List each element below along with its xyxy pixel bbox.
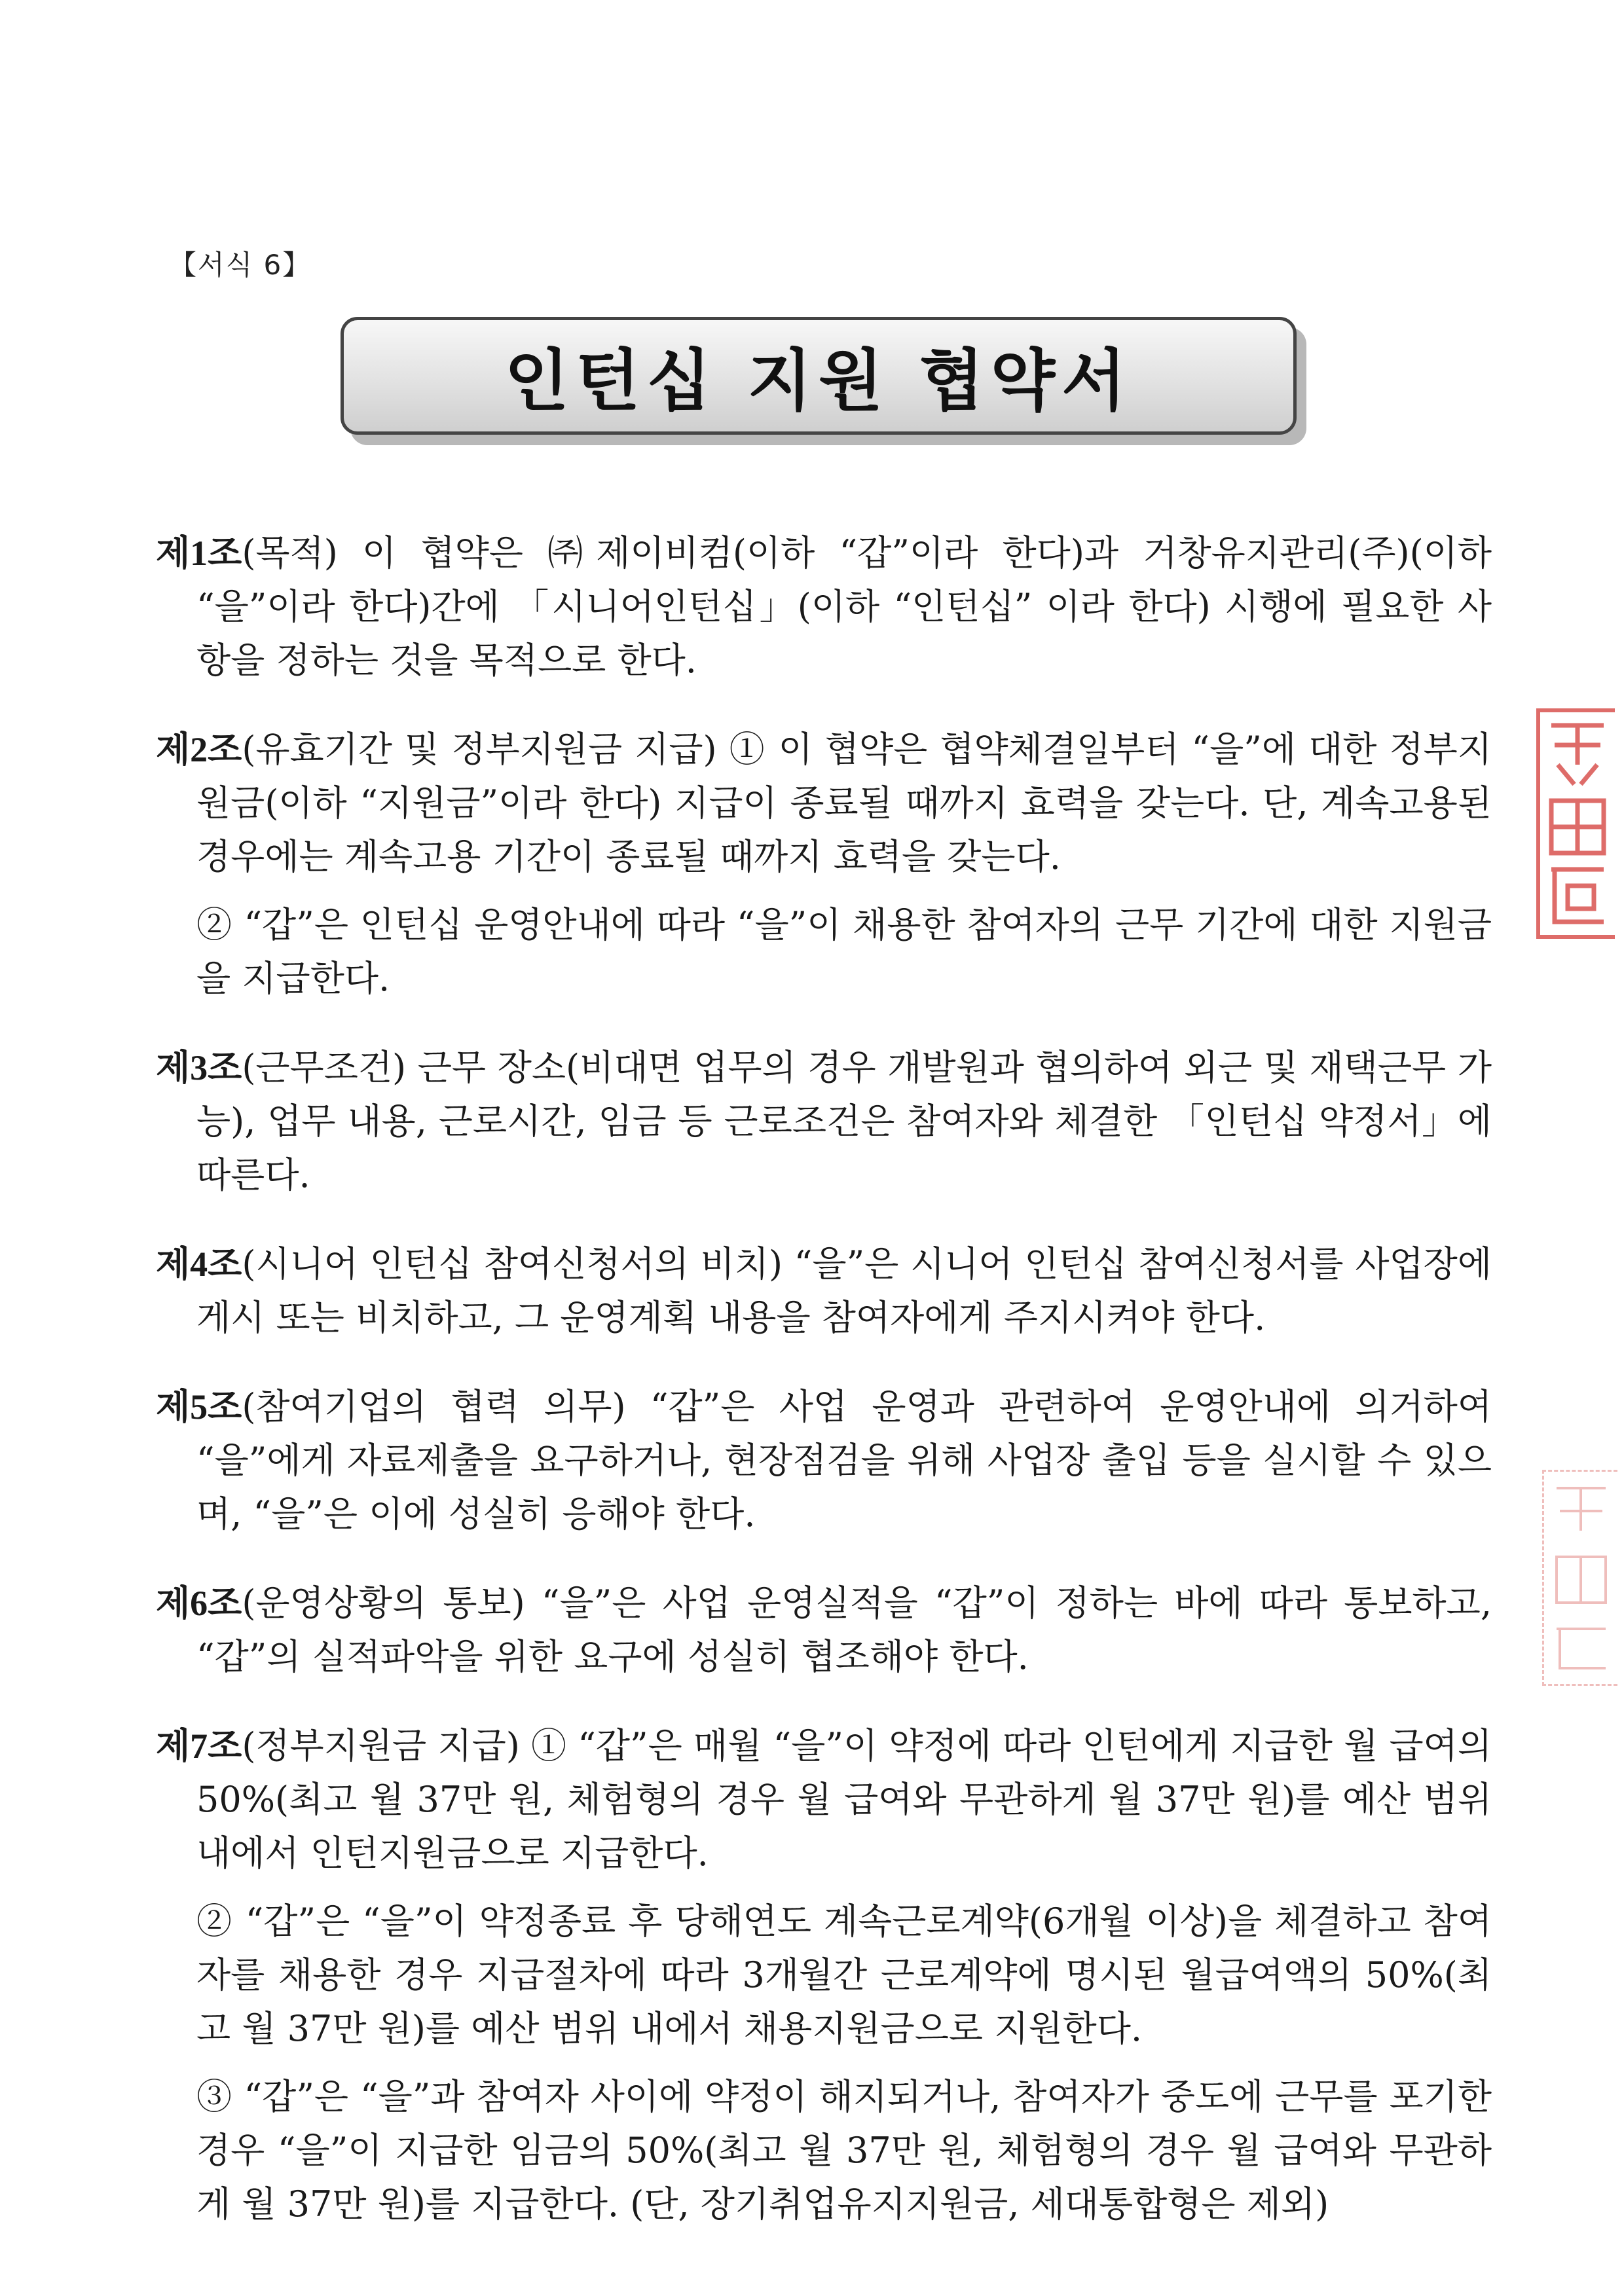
red-seal-stamp (1536, 708, 1615, 939)
article-number: 제5조 (156, 1387, 242, 1427)
article-7-clause-3: ③ “갑”은 “을”과 참여자 사이에 약정이 해지되거나, 참여자가 중도에 근무를 포기한 경우 “을”이 지급한 임금의 50%(최고 월 37만 원, 체험형의 경우 월 급여와 무관하게 월 37만 원)를 지급한다. (단, 장기취업유지지원금, 세대통합형은 제외) (196, 2076, 1492, 2225)
seal-graphic (1541, 712, 1614, 935)
faint-seal-stamp (1542, 1470, 1617, 1686)
seal-graphic (1547, 1472, 1615, 1681)
article-text: (정부지원금 지급) ① “갑”은 매월 “을”이 약정에 따라 인턴에게 지급한 월 급여의 50%(최고 월 37만 원, 체험형의 경우 월 급여와 무관하게 월 37만 원)를 예산 범위 내에서 인턴지원금으로 지급한다. (196, 1725, 1492, 1874)
article-6 (156, 1576, 1492, 1684)
article-number: 제4조 (156, 1245, 242, 1284)
article-number: 제6조 (156, 1584, 242, 1623)
article-text: (시니어 인턴십 참여신청서의 비치) “을”은 시니어 인턴십 참여신청서를 사업장에 게시 또는 비치하고, 그 운영계획 내용을 참여자에게 주지시켜야 한다. (196, 1243, 1492, 1338)
article-text: (운영상황의 통보) “을”은 사업 운영실적을 “갑”이 정하는 바에 따라 통보하고, “갑”의 실적파악을 위한 요구에 성실히 협조해야 한다. (196, 1582, 1492, 1677)
article-text: (참여기업의 협력 의무) “갑”은 사업 운영과 관련하여 운영안내에 의거하여 “을”에게 자료제출을 요구하거나, 현장점검을 위해 사업장 출입 등을 실시할 수 있으며, “을”은 이에 성실히 응해야 한다. (196, 1386, 1492, 1535)
article-text: (목적) 이 협약은 ㈜제이비컴(이하 “갑”이라 한다)과 거창유지관리(주)(이하 “을”이라 한다)간에 「시니어인턴십」(이하 “인턴십” 이라 한다) 시행에 필요한 사항을 정하는 것을 목적으로 한다. (196, 532, 1492, 681)
article-number: 제7조 (156, 1726, 242, 1766)
title-box (341, 317, 1297, 435)
article-5 (156, 1380, 1492, 1541)
article-number: 제1조 (156, 534, 242, 573)
document-body (156, 491, 1492, 2243)
article-7-clause-2: ② “갑”은 “을”이 약정종료 후 당해연도 계속근로계약(6개월 이상)을 체결하고 참여자를 채용한 경우 지급절차에 따라 3개월간 근로계약에 명시된 월급여액의 50%(최고 월 37만 원)를 예산 범위 내에서 채용지원금으로 지원한다. (196, 1901, 1492, 2049)
article-number: 제3조 (156, 1048, 242, 1087)
article-1 (156, 526, 1492, 687)
form-label: 【서식 6】 (169, 249, 312, 281)
document-title: 인턴십 지원 협약서 (504, 342, 1133, 420)
article-text: (근무조건) 근무 장소(비대면 업무의 경우 개발원과 협의하여 외근 및 재택근무 가능), 업무 내용, 근로시간, 임금 등 근로조건은 참여자와 체결한 「인턴십 약정서」에 따른다. (196, 1047, 1492, 1195)
article-text: (유효기간 및 정부지원금 지급) ① 이 협약은 협약체결일부터 “을”에 대한 정부지원금(이하 “지원금”이라 한다) 지급이 종료될 때까지 효력을 갖는다. 단, 계속고용된 경우에는 계속고용 기간이 종료될 때까지 효력을 갖는다. (196, 729, 1492, 877)
article-2-clause-2: ② “갑”은 인턴십 운영안내에 따라 “을”이 채용한 참여자의 근무 기간에 대한 지원금을 지급한다. (196, 904, 1492, 999)
article-7 (156, 1719, 1492, 1880)
article-number: 제2조 (156, 730, 242, 769)
article-2 (156, 723, 1492, 884)
article-3 (156, 1041, 1492, 1202)
article-4 (156, 1237, 1492, 1345)
